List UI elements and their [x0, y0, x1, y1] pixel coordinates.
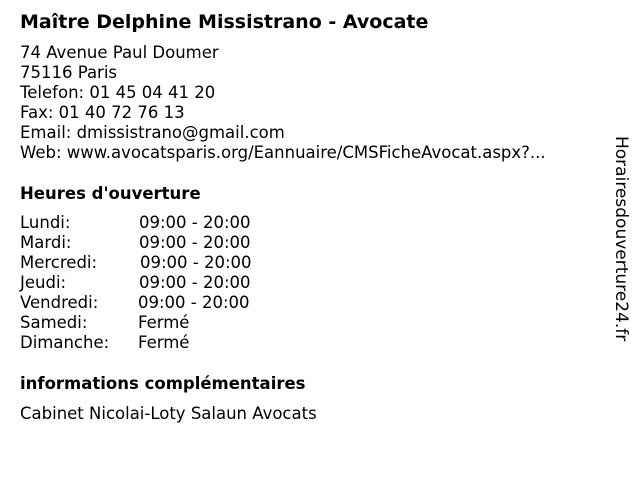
day-hours: 09:00 - 20:00: [138, 293, 250, 312]
day-label: Lundi:: [20, 213, 71, 232]
hours-row-tuesday: [20, 233, 320, 253]
day-hours: 09:00 - 20:00: [139, 213, 251, 232]
hours-row-saturday: [20, 313, 320, 333]
hours-row-thursday: [20, 273, 320, 293]
email-address: Email: dmissistrano@gmail.com: [20, 123, 285, 142]
phone-number: Telefon: 01 45 04 41 20: [20, 83, 216, 102]
additional-info-heading: informations complémentaires: [20, 374, 306, 393]
fax-number: Fax: 01 40 72 76 13: [20, 103, 185, 122]
hours-row-monday: [20, 213, 320, 233]
day-hours: Fermé: [138, 313, 190, 332]
day-hours: 09:00 - 20:00: [139, 233, 251, 252]
day-hours: Fermé: [138, 333, 190, 352]
opening-hours-heading: Heures d'ouverture: [20, 184, 201, 203]
additional-info-text: Cabinet Nicolai-Loty Salaun Avocats: [20, 404, 317, 423]
day-label: Mardi:: [20, 233, 72, 252]
day-label: Vendredi:: [20, 293, 99, 312]
city-postcode: 75116 Paris: [20, 63, 118, 82]
hours-row-sunday: [20, 333, 320, 353]
opening-hours-table: [20, 213, 320, 353]
day-hours: 09:00 - 20:00: [139, 273, 251, 292]
day-label: Mercredi:: [20, 253, 98, 272]
day-label: Jeudi:: [20, 273, 67, 292]
street-address: 74 Avenue Paul Doumer: [20, 43, 219, 62]
day-label: Samedi:: [20, 313, 88, 332]
hours-row-wednesday: [20, 253, 320, 273]
website-link[interactable]: Web: www.avocatsparis.org/Eannuaire/CMSFicheAvocat.aspx?...: [20, 143, 546, 162]
day-hours: 09:00 - 20:00: [140, 253, 252, 272]
day-label: Dimanche:: [20, 333, 110, 352]
contact-block: [20, 43, 546, 163]
business-title: Maître Delphine Missistrano - Avocate: [20, 11, 429, 33]
hours-row-friday: [20, 293, 320, 313]
site-watermark: Horairesdouverture24.fr: [611, 136, 631, 342]
